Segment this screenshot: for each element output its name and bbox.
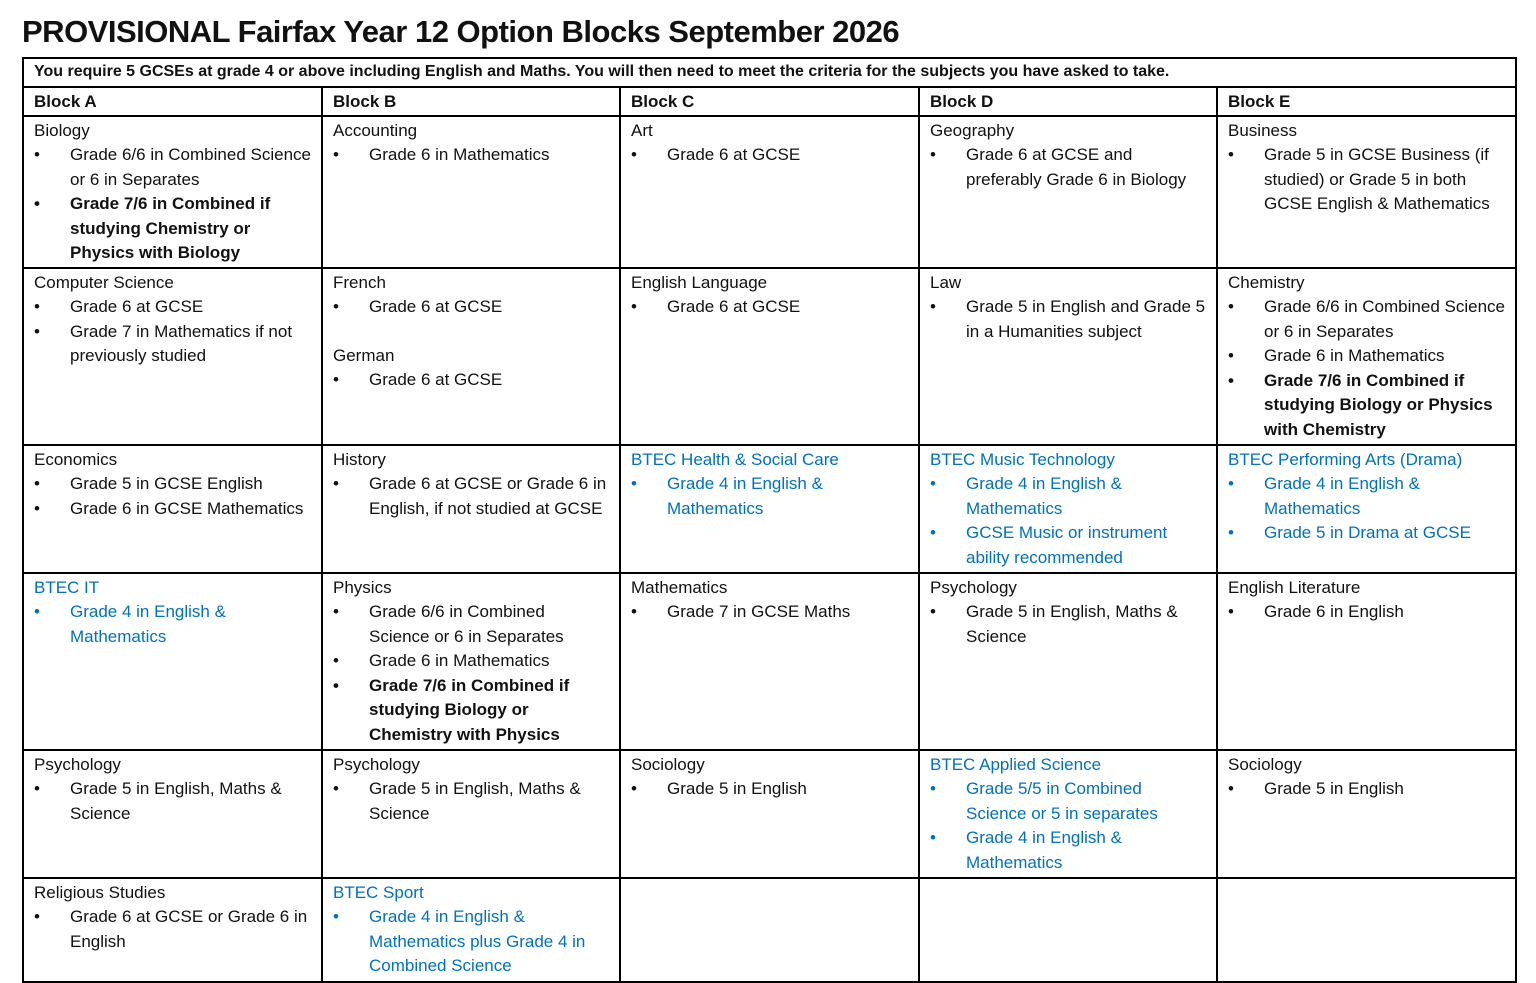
subject-entry [34,271,311,369]
subject-cell [322,116,620,268]
subject-entry [1228,448,1505,546]
subject-cell [919,268,1217,445]
subject-name: Biology [34,120,90,140]
subject-entry [34,881,311,955]
subject-entry [1228,753,1505,802]
criteria-item: • Grade 6 at GCSE [631,143,908,168]
criteria-item: • Grade 5/5 in Combined Science or 5 in separates [930,777,1206,826]
criteria-list [34,777,311,826]
subject-cell [620,573,919,750]
criteria-item: • Grade 5 in Drama at GCSE [1228,521,1505,546]
criteria-item: • Grade 6/6 in Combined Science or 6 in Separates [1228,295,1505,344]
subject-row [23,116,1516,268]
criteria-item: • Grade 6 at GCSE or Grade 6 in English [34,905,311,954]
criteria-item: • Grade 5 in English [631,777,908,802]
subject-entry [930,576,1206,650]
subject-entry [631,448,908,522]
criteria-item: • Grade 7/6 in Combined if studying Biology or Physics with Chemistry [1228,369,1505,443]
subject-cell [322,268,620,445]
criteria-item: • Grade 4 in English & Mathematics [631,472,908,521]
subject-cell [23,445,322,573]
subject-entry [333,881,609,979]
subject-entry [333,271,609,320]
block-c-header: Block C [620,87,919,116]
criteria-list [631,295,908,320]
subject-entry [1228,271,1505,443]
criteria-item: • Grade 4 in English & Mathematics plus Grade 4 in Combined Science [333,905,609,979]
criteria-item: • Grade 7/6 in Combined if studying Biology or Chemistry with Physics [333,674,609,748]
criteria-list [34,295,311,369]
subject-name: German [333,345,395,365]
subject-name: English Language [631,272,768,292]
subject-name: English Literature [1228,577,1361,597]
criteria-item: • Grade 4 in English & Mathematics [1228,472,1505,521]
subject-name: Accounting [333,120,418,140]
criteria-item: • Grade 6 at GCSE [34,295,311,320]
criteria-item: • Grade 6 at GCSE [333,295,609,320]
criteria-list [930,777,1206,875]
subject-name: Business [1228,120,1297,140]
subject-cell [23,573,322,750]
subject-row [23,878,1516,982]
subject-row [23,445,1516,573]
subject-name: Psychology [930,577,1017,597]
subject-cell [23,116,322,268]
criteria-item: • Grade 6 at GCSE [333,368,609,393]
criteria-item: • Grade 4 in English & Mathematics [930,472,1206,521]
subject-entry [333,753,609,827]
subject-name: BTEC Health & Social Care [631,449,839,469]
subject-cell [1217,573,1516,750]
subject-name: Computer Science [34,272,174,292]
subject-entry [34,448,311,522]
subject-name: Art [631,120,653,140]
criteria-item: • Grade 5 in GCSE Business (if studied) or Grade 5 in both GCSE English & Mathematics [1228,143,1505,217]
subject-name: French [333,272,386,292]
subject-entry [34,576,311,650]
criteria-list [333,143,609,168]
criteria-item: • Grade 6 in Mathematics [333,143,609,168]
subject-entry [1228,119,1505,217]
subject-cell [322,750,620,878]
subject-cell [23,268,322,445]
subject-name: History [333,449,386,469]
block-header-row [23,87,1516,116]
criteria-list [1228,295,1505,442]
criteria-list [333,472,609,521]
subject-cell [1217,268,1516,445]
entry-requirements-note: You require 5 GCSEs at grade 4 or above including English and Maths. You will then need to meet the criteria for the subjects you have asked to take. [23,58,1516,87]
subject-name: Physics [333,577,392,597]
criteria-list [333,368,609,393]
subject-name: Chemistry [1228,272,1305,292]
criteria-item: • Grade 7 in GCSE Maths [631,600,908,625]
criteria-list [930,143,1206,192]
subject-cell [1217,878,1516,982]
subject-row [23,573,1516,750]
subject-cell [322,878,620,982]
criteria-item: • Grade 7/6 in Combined if studying Chemistry or Physics with Biology [34,192,311,266]
subject-name: Law [930,272,962,292]
subject-name: Psychology [34,754,121,774]
criteria-list [333,295,609,320]
subject-entry [333,576,609,748]
subject-entry [631,271,908,320]
criteria-item: • Grade 6 in GCSE Mathematics [34,497,311,522]
subject-name: BTEC Applied Science [930,754,1102,774]
subject-entry [333,344,609,393]
subject-name: Psychology [333,754,420,774]
criteria-list [34,600,311,649]
subject-entry [631,753,908,802]
subject-name: BTEC Sport [333,882,424,902]
criteria-item: • GCSE Music or instrument ability recommended [930,521,1206,570]
subject-cell [620,116,919,268]
criteria-item: • Grade 5 in English, Maths & Science [930,600,1206,649]
subject-name: BTEC IT [34,577,100,597]
criteria-list [930,295,1206,344]
criteria-list [631,600,908,625]
criteria-item: • Grade 6/6 in Combined Science or 6 in Separates [34,143,311,192]
subject-entry [333,119,609,168]
criteria-item: • Grade 7 in Mathematics if not previously studied [34,320,311,369]
criteria-list [930,472,1206,570]
criteria-item: • Grade 5 in GCSE English [34,472,311,497]
subject-name: Geography [930,120,1015,140]
subject-cell [1217,750,1516,878]
subject-cell [919,573,1217,750]
subject-entry [34,119,311,266]
criteria-item: • Grade 5 in English and Grade 5 in a Humanities subject [930,295,1206,344]
subject-cell [919,116,1217,268]
subject-cell [919,445,1217,573]
subject-cell [1217,116,1516,268]
subject-name: Sociology [1228,754,1302,774]
subject-name: Mathematics [631,577,728,597]
subject-name: BTEC Music Technology [930,449,1115,469]
block-d-header: Block D [919,87,1217,116]
subject-cell [620,750,919,878]
criteria-list [34,472,311,521]
criteria-list [631,777,908,802]
criteria-item: • Grade 6 in Mathematics [1228,344,1505,369]
subject-entry [930,271,1206,345]
subject-entry [333,448,609,522]
criteria-list [34,143,311,266]
subject-entry [930,119,1206,193]
criteria-item: • Grade 6/6 in Combined Science or 6 in Separates [333,600,609,649]
subject-row [23,268,1516,445]
option-blocks-table [22,57,1517,983]
subject-cell [23,750,322,878]
criteria-list [1228,600,1505,625]
criteria-list [631,472,908,521]
criteria-item: • Grade 4 in English & Mathematics [930,826,1206,875]
criteria-list [333,600,609,747]
subject-name: BTEC Performing Arts (Drama) [1228,449,1463,469]
criteria-list [1228,143,1505,217]
criteria-item: • Grade 4 in English & Mathematics [34,600,311,649]
criteria-list [1228,472,1505,546]
criteria-list [34,905,311,954]
criteria-item: • Grade 6 at GCSE or Grade 6 in English, if not studied at GCSE [333,472,609,521]
subject-cell [23,878,322,982]
criteria-item: • Grade 5 in English, Maths & Science [34,777,311,826]
subject-name: Religious Studies [34,882,166,902]
subject-name: Sociology [631,754,705,774]
criteria-item: • Grade 6 in Mathematics [333,649,609,674]
subject-cell [1217,445,1516,573]
subject-entry [631,119,908,168]
criteria-item: • Grade 5 in English [1228,777,1505,802]
subject-cell [322,445,620,573]
subject-cell [620,878,919,982]
subject-entry [34,753,311,827]
subject-cell [919,750,1217,878]
subject-name: Economics [34,449,118,469]
subject-row [23,750,1516,878]
criteria-list [930,600,1206,649]
criteria-item: • Grade 6 in English [1228,600,1505,625]
subject-cell [620,268,919,445]
subject-entry [930,753,1206,876]
page-title: PROVISIONAL Fairfax Year 12 Option Blocks September 2026 [22,14,900,49]
subject-cell [620,445,919,573]
subject-cell [322,573,620,750]
subject-entry [631,576,908,625]
criteria-item: • Grade 6 at GCSE [631,295,908,320]
subject-entry [1228,576,1505,625]
block-e-header: Block E [1217,87,1516,116]
criteria-list [333,777,609,826]
criteria-item: • Grade 6 at GCSE and preferably Grade 6 in Biology [930,143,1206,192]
subject-cell [919,878,1217,982]
intro-row [23,58,1516,87]
criteria-item: • Grade 5 in English, Maths & Science [333,777,609,826]
block-a-header: Block A [23,87,322,116]
block-b-header: Block B [322,87,620,116]
criteria-list [631,143,908,168]
subject-entry [930,448,1206,571]
criteria-list [333,905,609,979]
criteria-list [1228,777,1505,802]
